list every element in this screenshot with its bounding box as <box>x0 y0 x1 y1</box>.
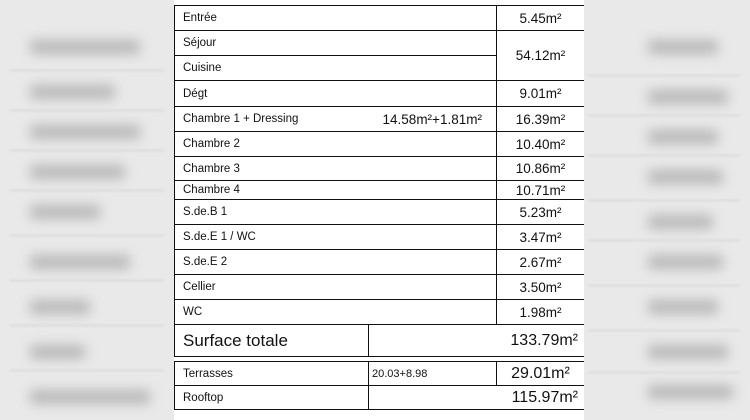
room-area: 16.39m² <box>497 107 585 132</box>
terrasses-value: 29.01m² <box>497 362 585 386</box>
table-row <box>175 157 585 181</box>
right-blurred-background <box>578 0 750 420</box>
room-area: 5.23m² <box>497 200 585 225</box>
room-label: S.de.B 1 <box>175 200 369 225</box>
room-label: Chambre 1 + Dressing <box>175 107 369 132</box>
room-detail <box>369 225 497 250</box>
table-row <box>175 6 585 31</box>
room-detail <box>369 200 497 225</box>
table-row <box>175 250 585 275</box>
table-row <box>175 181 585 200</box>
terrasses-detail: 20.03+8.98 <box>369 362 497 386</box>
room-detail <box>369 132 497 157</box>
table-row <box>175 81 585 107</box>
room-label: S.de.E 2 <box>175 250 369 275</box>
room-area: 10.71m² <box>497 181 585 200</box>
room-detail <box>369 181 497 200</box>
table-row <box>175 31 585 56</box>
room-label: WC <box>175 300 369 325</box>
room-detail <box>369 157 497 181</box>
total-value: 133.79m² <box>369 325 585 357</box>
rooftop-row <box>175 386 585 410</box>
room-area: 10.86m² <box>497 157 585 181</box>
room-area: 10.40m² <box>497 132 585 157</box>
table-row <box>175 132 585 157</box>
table-row <box>175 225 585 250</box>
room-detail <box>369 31 497 56</box>
terrasses-label: Terrasses <box>175 362 369 386</box>
room-label: Dégt <box>175 81 369 107</box>
rooftop-value: 115.97m² <box>369 386 585 410</box>
total-label: Surface totale <box>175 325 369 357</box>
table-row <box>175 107 585 132</box>
room-label: Cuisine <box>175 56 369 81</box>
room-area: 54.12m² <box>497 31 585 81</box>
total-row <box>175 325 585 357</box>
room-label: Cellier <box>175 275 369 300</box>
room-area: 3.47m² <box>497 225 585 250</box>
surface-table-document <box>174 0 584 420</box>
room-detail: 14.58m²+1.81m² <box>369 107 497 132</box>
rooftop-label: Rooftop <box>175 386 369 410</box>
room-label: Entrée <box>175 6 369 31</box>
room-label: S.de.E 1 / WC <box>175 225 369 250</box>
room-area: 3.50m² <box>497 275 585 300</box>
terrasses-row <box>175 362 585 386</box>
room-area: 9.01m² <box>497 81 585 107</box>
room-label: Chambre 4 <box>175 181 369 200</box>
room-label: Chambre 3 <box>175 157 369 181</box>
surface-table <box>174 5 584 410</box>
table-row <box>175 300 585 325</box>
room-label: Séjour <box>175 31 369 56</box>
room-detail <box>369 6 497 31</box>
room-detail <box>369 56 497 81</box>
room-area: 1.98m² <box>497 300 585 325</box>
room-detail <box>369 300 497 325</box>
room-label: Chambre 2 <box>175 132 369 157</box>
left-blurred-background <box>0 0 174 420</box>
room-area: 2.67m² <box>497 250 585 275</box>
room-detail <box>369 250 497 275</box>
room-detail <box>369 275 497 300</box>
table-row <box>175 275 585 300</box>
room-detail <box>369 81 497 107</box>
room-area: 5.45m² <box>497 6 585 31</box>
table-row <box>175 200 585 225</box>
